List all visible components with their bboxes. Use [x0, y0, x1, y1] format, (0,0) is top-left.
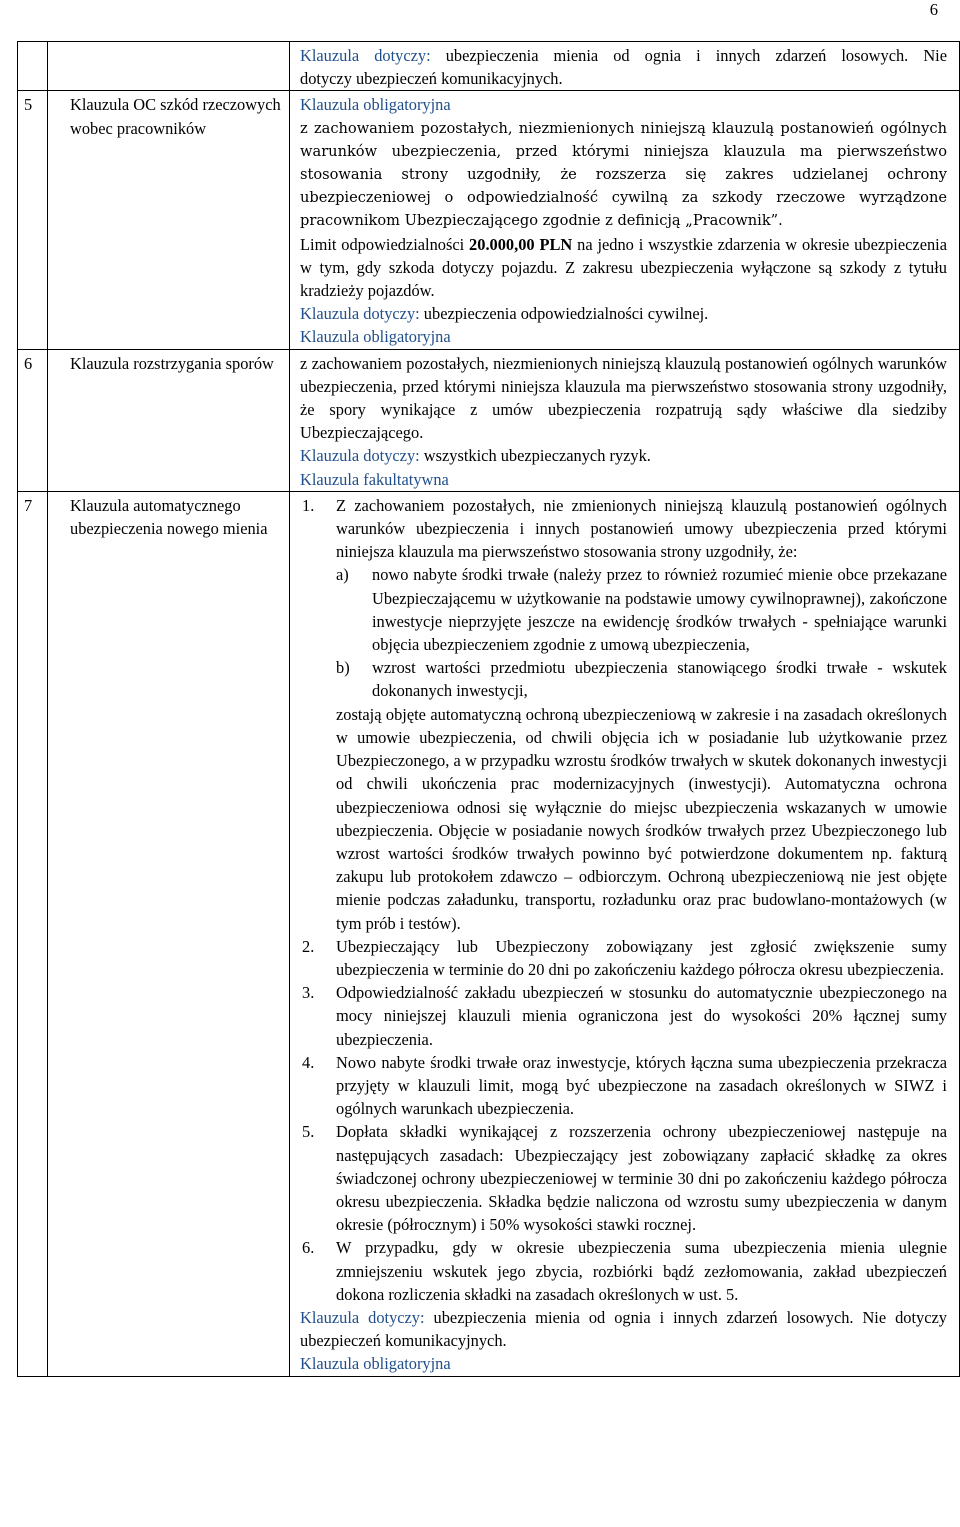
list-item: 2. Ubezpieczający lub Ubezpieczony zobowiązany jest zgłosić zwiększenie sumy ubezpieczenia w terminie do 20 dni po zakończeniu każdego półrocza okresu ubezpieczenia.: [302, 936, 947, 979]
clause-name: Klauzula automatycznego ubezpieczenia nowego mienia: [70, 495, 268, 539]
list-item: 6. W przypadku, gdy w okresie ubezpieczenia suma ubezpieczenia mienia ulegnie zmniejszeniu wskutek jego zbycia, rozbiórki bądź zezłomowania, zakład ubezpieczeń dokona rozliczenia składki na zasadach określonych w ust. 5.: [302, 1238, 947, 1304]
next-clause-type-label: Klauzula fakultatywna: [300, 469, 449, 489]
clause-number: 7: [24, 495, 33, 515]
list-item: 1. Z zachowaniem pozostałych, nie zmienionych niniejszą klauzulą postanowień ogólnych warunków ubezpieczenia i innych postanowień umowy ubezpieczenia przed którymi niniejsza klauzula ma pierwszeństwo stosowania strony uzgodniły, że:: [302, 495, 947, 562]
table-row-clause-5: [18, 91, 960, 349]
continuation-line-2: dotyczy ubezpieczeń komunikacyjnych.: [300, 69, 563, 89]
clause-type-label: Klauzula obligatoryjna: [300, 95, 451, 115]
table-row-continuation: [18, 42, 960, 91]
list-item: 3. Odpowiedzialność zakładu ubezpieczeń w stosunku do automatycznie ubezpieczonego na mocy niniejszej klauzuli mienia ograniczona jest do wysokości 20% łącznej sumy ubezpieczenia.: [302, 983, 947, 1049]
clause-applies: Klauzula dotyczy: ubezpieczenia mienia od ognia i innych zdarzeń losowych. Nie dotyczy ubezpieczeń komunikacyjnych.: [300, 1307, 947, 1351]
list-item: 4. Nowo nabyte środki trwałe oraz inwestycje, których łączna suma ubezpieczenia przekracza przyjęty w klauzuli limit, mogą być ubezpieczone na zasadach określonych w SIWZ i ogólnych warunkach ubezpieczenia.: [302, 1052, 947, 1119]
clause-name: Klauzula OC szkód rzeczowych wobec pracowników: [70, 95, 281, 138]
sub-list-item: b) wzrost wartości przedmiotu ubezpieczenia stanowiącego środki trwałe - wskutek dokonanych inwestycji,: [336, 658, 947, 701]
sub-list-item: a) nowo nabyte środki trwałe (należy przez to również rozumieć mienie obce przekazane Ubezpieczającemu w użytkowanie na podstawie umowy cywilnoprawnej), zakończone inwestycje nieprzyjęte jeszcze na ewidencję środków trwałych - spełniające warunki objęcia ubezpieczeniem zgodnie z umową ubezpieczenia,: [336, 565, 947, 655]
clause-limit: Limit odpowiedzialności 20.000,00 PLN na jedno i wszystkie zdarzenia w okresie ubezpieczenia w tym, gdy szkoda dotyczy pojazdu. Z zakresu ubezpieczenia wyłączone są szkody z tytułu kradzieży pojazdów.: [300, 234, 947, 301]
table-row-clause-6: [18, 349, 960, 491]
clause-number: 6: [24, 353, 33, 373]
clause-body: z zachowaniem pozostałych, niezmienionych niniejszą klauzulą postanowień ogólnych warunków ubezpieczenia, przed którymi niniejsza klauzula ma pierwszeństwo stosowania strony uzgodniły, że rozszerza się zakres udzielanej ochrony ubezpieczeniowej o odpowiedzialność cywilną za szkody rzeczowe wyrządzone pracownikom Ubezpieczającego zgodnie z definicją „Pracownik”.: [300, 119, 947, 230]
clause-number: 5: [24, 95, 33, 115]
list-item: 5. Dopłata składki wynikającej z rozszerzenia ochrony ubezpieczeniowej następuje na następujących zasadach: Ubezpieczający jest zobowiązany zapłacić składkę za okres świadczonej ochrony ubezpieczeniowej w terminie 30 dni po zakończeniu każdego półrocza okresu ubezpieczenia. Składka będzie naliczona od wzrostu sumy ubezpieczenia w danym okresie (półrocznym) i 50% wysokości stawki rocznej.: [302, 1122, 947, 1235]
clause-name: Klauzula rozstrzygania sporów: [70, 353, 274, 373]
clause-applies: Klauzula dotyczy: ubezpieczenia odpowiedzialności cywilnej.: [300, 304, 709, 324]
clauses-table: [17, 41, 960, 1377]
clause-applies: Klauzula dotyczy: wszystkich ubezpieczanych ryzyk.: [300, 446, 651, 466]
next-clause-type-label: Klauzula obligatoryjna: [300, 327, 451, 347]
page-number: 6: [929, 0, 938, 19]
continuation-line-1: Klauzula dotyczy: ubezpieczenia mienia od ognia i innych zdarzeń losowych. Nie: [300, 46, 947, 65]
clause-body: z zachowaniem pozostałych, niezmienionych niniejszą klauzulą postanowień ogólnych warunków ubezpieczenia, przed którymi niniejsza klauzula ma pierwszeństwo stosowania strony uzgodniły, że spory wynikające z umów ubezpieczenia rozpatrują sądy właściwe dla siedziby Ubezpieczającego.: [300, 353, 947, 443]
list-item-continuation: zostają objęte automatyczną ochroną ubezpieczeniową w zakresie i na zasadach określonych w umowie ubezpieczenia, od chwili objęcia ich w posiadanie lub użytkowanie przez Ubezpieczonego, a w przypadku wzrostu środków trwałych w skutek dokonanych inwestycji od chwili ukończenia prac modernizacyjnych (inwestycji). Automatyczna ochrona ubezpieczeniowa odnosi się wyłącznie do miejsc ubezpieczenia wskazanych w umowie ubezpieczenia. Objęcie w posiadanie nowych środków trwałych przez Ubezpieczonego lub wzrost wartości środków trwałych powinno być potwierdzone dokumentem np. fakturą zakupu lub protokołem zdawczo – odbiorczym. Ochroną ubezpieczeniową nie jest objęte mienie podczas załadunku, transportu, rozładunku oraz prac budowlano-montażowych (w tym prób i testów).: [336, 704, 947, 933]
next-clause-type-label: Klauzula obligatoryjna: [300, 1354, 451, 1374]
table-row-clause-7: [18, 491, 960, 1376]
